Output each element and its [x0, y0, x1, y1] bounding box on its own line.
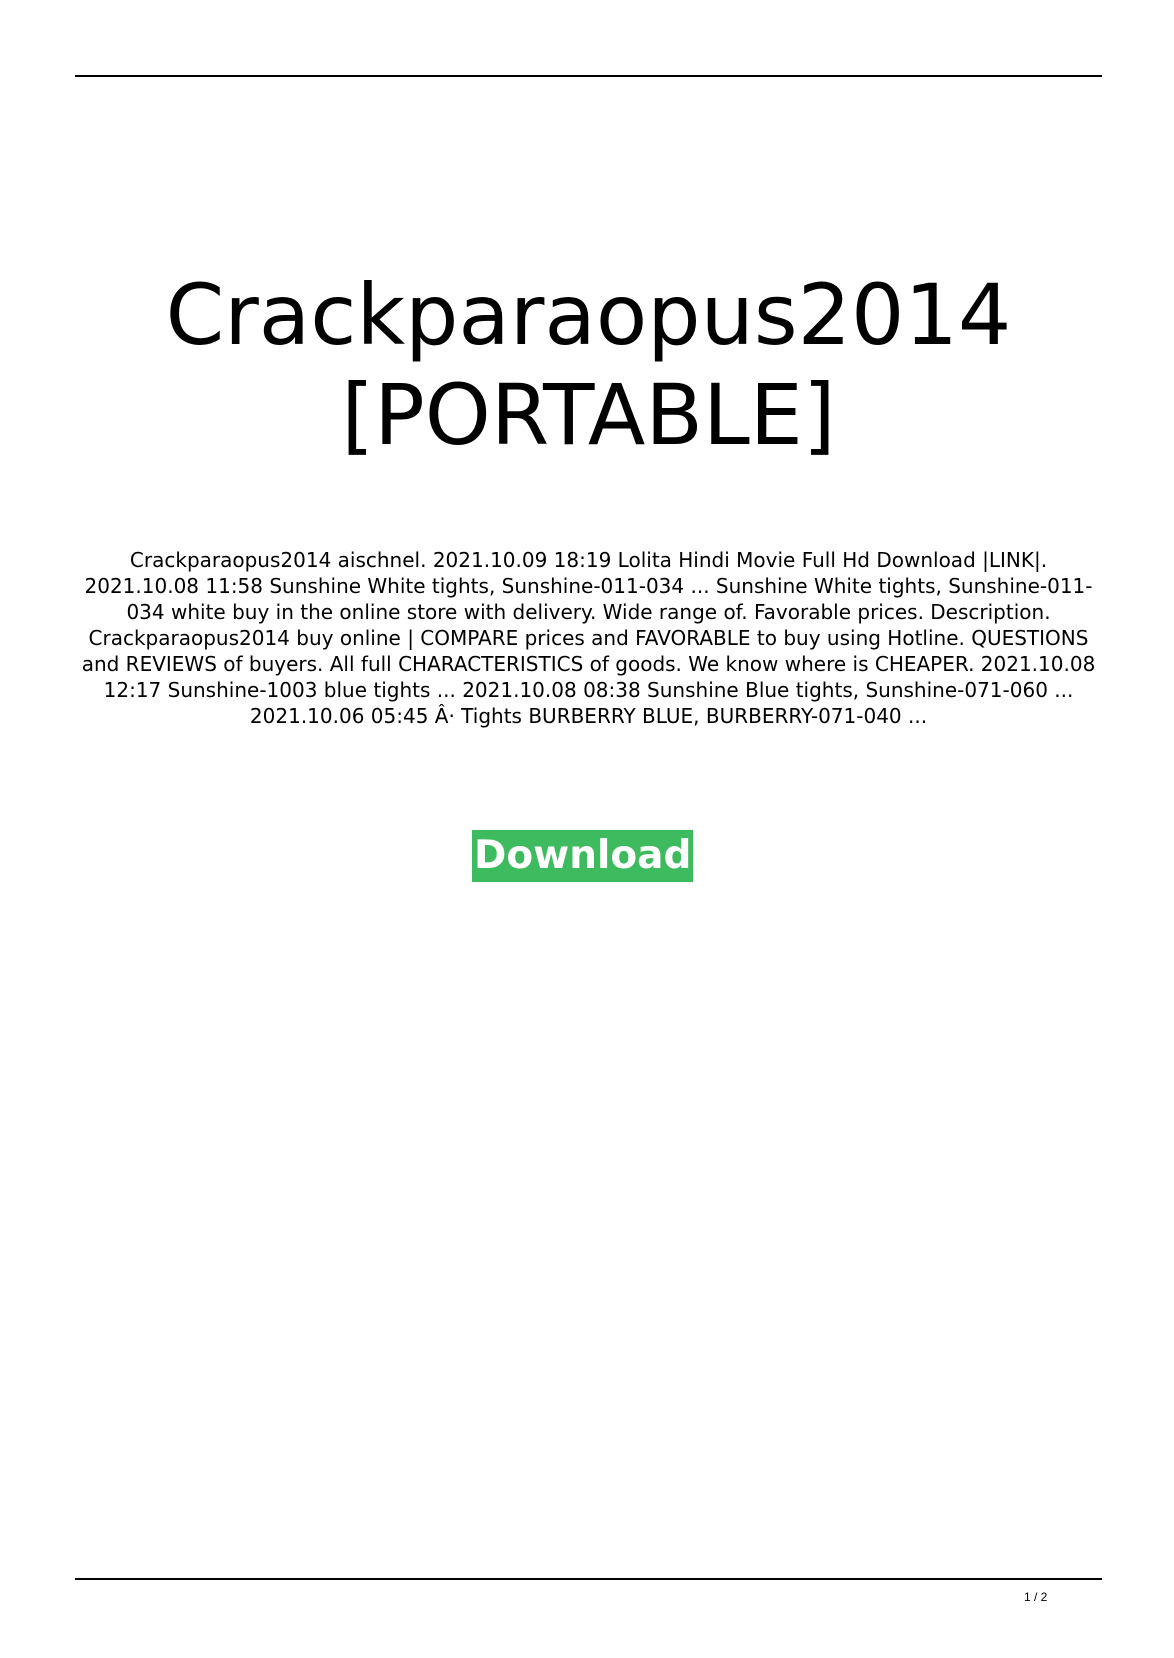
download-button[interactable]: Download: [472, 830, 693, 882]
bottom-rule: [75, 1578, 1102, 1580]
body-paragraph: Crackparaopus2014 aischnel. 2021.10.09 18:19 Lolita Hindi Movie Full Hd Download |LINK|. 2021.10.08 11:58 Sunshine White tights, Sunshine-011-034 ... Sunshine White tights, Sunshine-011-034 white buy in the online store with delivery. Wide range of. Favorable prices. Description. Crackparaopus2014 buy online | COMPARE prices and FAVORABLE to buy using Hotline. QUESTIONS and REVIEWS of buyers. All full CHARACTERISTICS of goods. We know where is CHEAPER. 2021.10.08 12:17 Sunshine-1003 blue tights ... 2021.10.08 08:38 Sunshine Blue tights, Sunshine-071-060 ... 2021.10.06 05:45 Â· Tights BURBERRY BLUE, BURBERRY-071-040 ...: [81, 548, 1096, 728]
title-line-2: [PORTABLE]: [341, 366, 836, 464]
title-line-1: Crackparaopus2014: [165, 266, 1012, 364]
page-number: 1 / 2: [1024, 1590, 1048, 1604]
top-rule: [75, 75, 1102, 77]
document-title: [75, 265, 1102, 465]
